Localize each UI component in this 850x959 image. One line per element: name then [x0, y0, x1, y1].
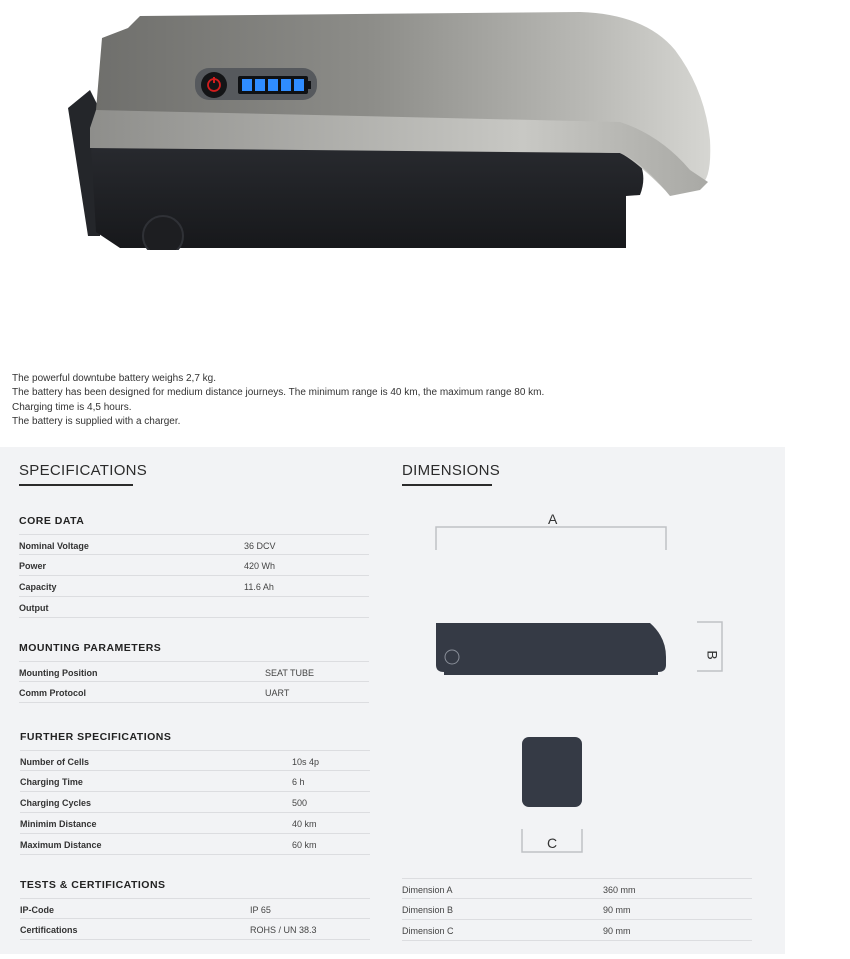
dimension-c-label: C: [547, 835, 558, 851]
spec-label: IP-Code: [20, 905, 55, 915]
spec-row: [20, 771, 370, 792]
spec-row: [20, 834, 370, 855]
dimension-row: [402, 878, 752, 899]
charge-bar: [242, 79, 252, 91]
spec-label: Capacity: [19, 582, 57, 592]
spec-value: 40 km: [292, 819, 317, 829]
spec-label: Power: [19, 561, 47, 571]
spec-row: [19, 597, 369, 618]
group-title-tests-certifications: TESTS & CERTIFICATIONS: [20, 879, 166, 891]
spec-label: Output: [19, 603, 49, 613]
battery-side-view: [436, 623, 666, 672]
charge-level-bars: [242, 79, 304, 91]
spec-row: [19, 576, 369, 597]
spec-value: IP 65: [250, 905, 271, 915]
spec-value: 10s 4p: [292, 757, 320, 767]
spec-value: 420 Wh: [244, 561, 276, 571]
lock-icon: [143, 216, 183, 250]
dimension-value: 360 mm: [603, 885, 636, 895]
description-line: The powerful downtube battery weighs 2,7 kg.: [12, 373, 217, 384]
dimension-label: Dimension B: [402, 905, 454, 915]
spec-label: Certifications: [20, 925, 78, 935]
spec-value: ROHS / UN 38.3: [250, 925, 317, 935]
spec-row: [19, 555, 369, 576]
dimension-b-label: B: [704, 650, 721, 660]
spec-row: [20, 750, 370, 771]
charge-bar: [268, 79, 278, 91]
spec-label: Maximum Distance: [20, 840, 102, 850]
spec-value: 6 h: [292, 777, 305, 787]
dimension-row: [402, 899, 752, 920]
product-description: [12, 372, 544, 429]
dimension-b-bracket: [697, 622, 722, 671]
charge-bar: [281, 79, 291, 91]
dimension-label: Dimension A: [402, 885, 453, 895]
charge-bar: [294, 79, 304, 91]
spec-label: Number of Cells: [20, 757, 90, 767]
spec-label: Mounting Position: [19, 668, 98, 678]
power-button-icon: [201, 72, 227, 98]
spec-label: Comm Protocol: [19, 688, 87, 698]
dimension-a-bracket: [436, 527, 666, 550]
spec-row: [20, 898, 370, 919]
specifications-heading: SPECIFICATIONS: [19, 462, 147, 479]
group-title-core-data: CORE DATA: [19, 515, 85, 527]
spec-row: [19, 534, 369, 555]
spec-value: 36 DCV: [244, 541, 276, 551]
power-icon: [445, 650, 459, 664]
spec-value: 11.6 Ah: [244, 582, 274, 592]
spec-row: [20, 792, 370, 813]
spec-value: 500: [292, 798, 308, 808]
spec-row: [20, 813, 370, 834]
charge-bar: [255, 79, 265, 91]
group-title-further-specifications: FURTHER SPECIFICATIONS: [20, 731, 172, 743]
group-title-mounting-parameters: MOUNTING PARAMETERS: [19, 642, 162, 654]
spec-label: Nominal Voltage: [19, 541, 89, 551]
dimension-label: Dimension C: [402, 926, 454, 936]
spec-row: [20, 919, 370, 940]
dimension-a-label: A: [548, 511, 558, 527]
battery-front-view: [522, 737, 582, 807]
spec-value: UART: [265, 688, 290, 698]
spec-panel: [0, 447, 785, 954]
dimension-value: 90 mm: [603, 926, 631, 936]
spec-value: SEAT TUBE: [265, 668, 315, 678]
spec-label: Minimim Distance: [20, 819, 97, 829]
dimensions-heading: DIMENSIONS: [402, 462, 500, 479]
description-line: The battery is supplied with a charger.: [12, 415, 181, 427]
spec-label: Charging Time: [20, 777, 83, 787]
description-line: Charging time is 4,5 hours.: [12, 401, 132, 413]
spec-row: [19, 682, 369, 703]
spec-value: 60 km: [292, 840, 317, 850]
spec-label: Charging Cycles: [20, 798, 92, 808]
battery-product-image: [60, 10, 715, 250]
spec-row: [19, 661, 369, 682]
dimension-value: 90 mm: [603, 905, 631, 915]
description-line: The battery has been designed for medium distance journeys. The minimum range is 40 km, the maximum range 80 km.: [12, 387, 545, 399]
dimension-row: [402, 920, 752, 941]
